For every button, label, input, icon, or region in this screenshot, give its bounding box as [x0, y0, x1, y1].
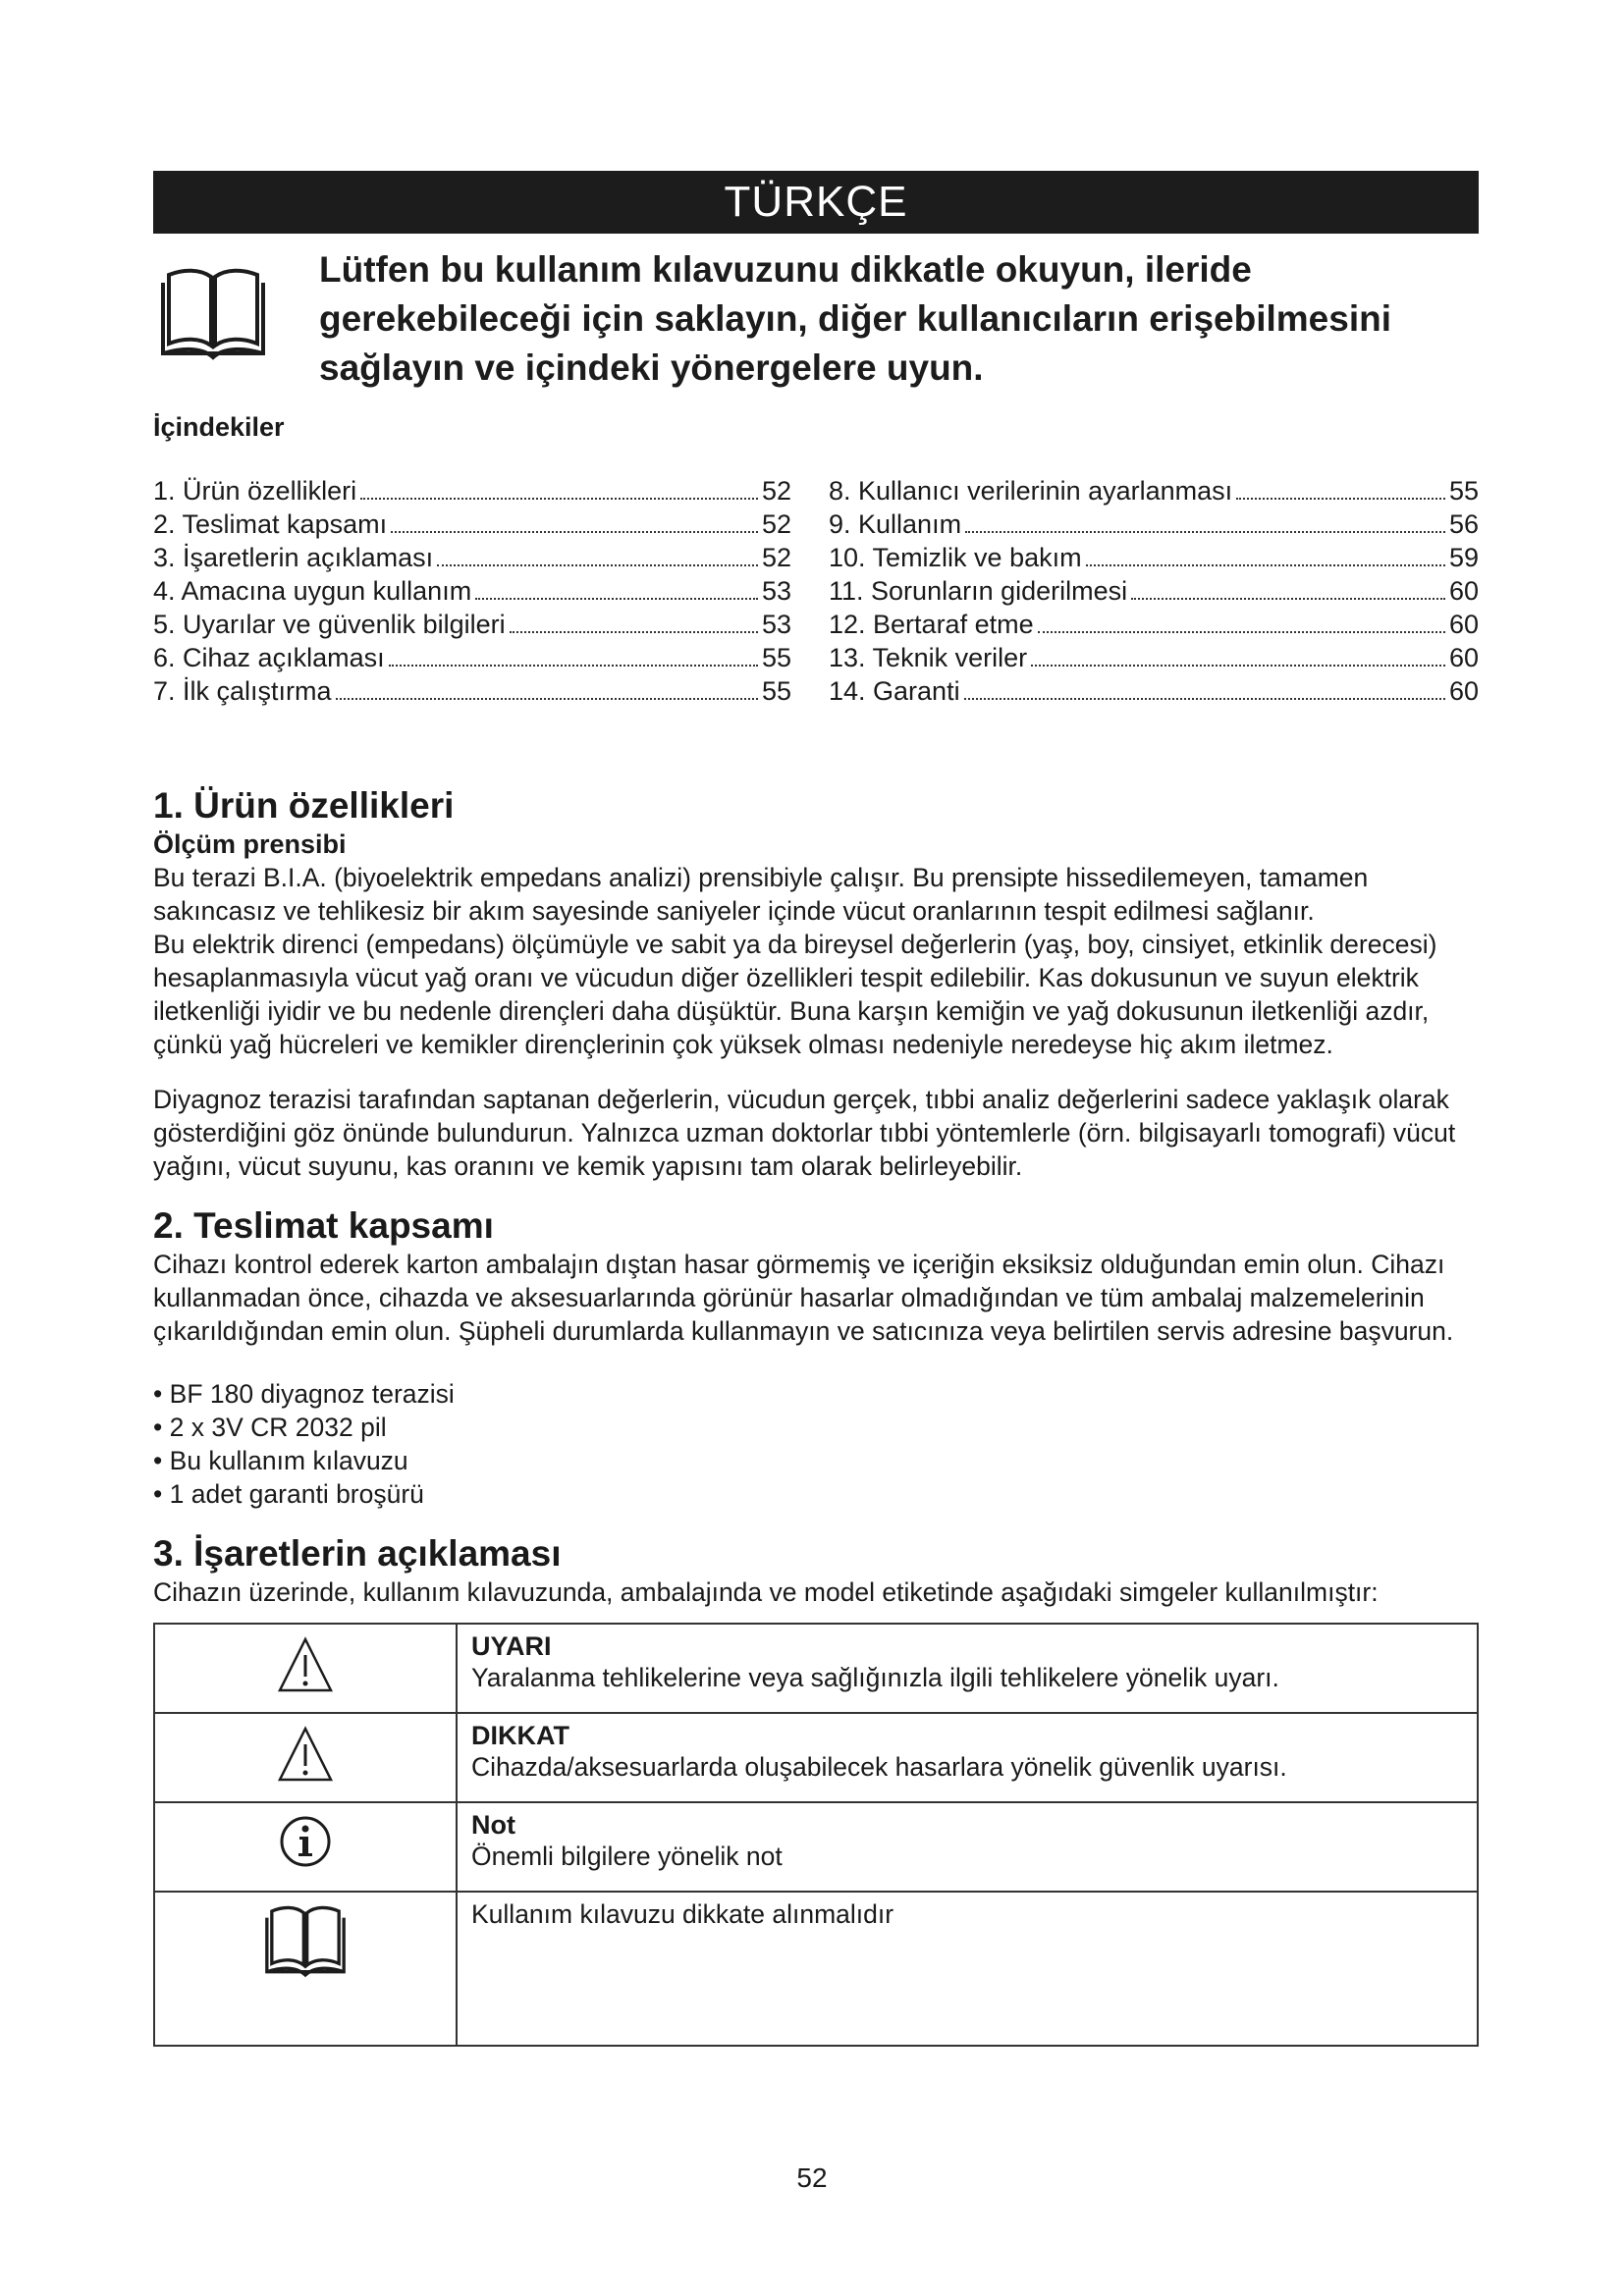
toc-leader-dots: [1031, 665, 1445, 667]
toc-entry-page: 52: [761, 543, 791, 572]
paragraph: Diyagnoz terazisi tarafından saptanan değerlerin, vücudun gerçek, tıbbi analiz değerlerini sadece yaklaşık olarak gösterdiğini göz önünde bulundurun. Yalnızca uzman doktorlar tıbbi yöntemlerle (örn. bilgisayarlı tomografi) vücut yağını, vücut suyunu, kas oranını ve kemik yapısını tam olarak belirleyebilir.: [153, 1085, 1456, 1181]
intro-block: [153, 245, 1479, 393]
paragraph: Bu terazi B.I.A. (biyoelektrik empedans analizi) prensibiyle çalışır. Bu prensipte hissedilemeyen, tamamen sakıncasız ve tehlikesiz bir akım sayesinde saniyeler içinde vücut oranlarının tespit edilmesi sağlanır.: [153, 863, 1369, 926]
toc-title: İçindekiler: [153, 412, 285, 442]
toc-entry-page: 55: [1448, 476, 1479, 506]
section-product-features: [153, 784, 1479, 1183]
toc-entry: [829, 608, 1479, 641]
symbols-table: [153, 1623, 1479, 2047]
toc-entry: [153, 574, 791, 608]
toc-entry: [153, 674, 791, 708]
toc-entry-label: 11. Sorunların giderilmesi: [829, 576, 1128, 606]
toc-entry: [829, 574, 1479, 608]
warning-triangle-icon: [276, 1725, 335, 1784]
toc-entry-page: 56: [1448, 509, 1479, 539]
toc-leader-dots: [1086, 564, 1445, 566]
list-item: • BF 180 diyagnoz terazisi: [153, 1379, 455, 1409]
toc-leader-dots: [336, 698, 758, 700]
toc-entry: [829, 507, 1479, 541]
toc-entry-label: 12. Bertaraf etme: [829, 610, 1034, 639]
paragraph: Bu elektrik direnci (empedans) ölçümüyle ve sabit ya da bireysel değerlerin (yaş, boy, cinsiyet, etkinlik derecesi) hesaplanmasıyla vücut yağ oranı ve vücudun diğer özellikleri tespit edilebilir. Kas dokusunun ve suyun elektrik iletkenliği iyidir ve bu nedenle dirençleri daha düşüktür. Buna karşın kemiğin ve yağ dokusunun iletkenliği azdır, çünkü yağ hücreleri ve kemikler dirençlerinin çok yüksek olması nedeniyle neredeyse hiç akım iletmez.: [153, 930, 1437, 1059]
section-delivery-scope: [153, 1204, 1479, 1511]
toc-leader-dots: [1038, 631, 1445, 633]
list-item: • Bu kullanım kılavuzu: [153, 1446, 408, 1475]
language-banner: TÜRKÇE: [153, 171, 1479, 234]
list-item: • 2 x 3V CR 2032 pil: [153, 1413, 387, 1442]
toc-entry: [153, 608, 791, 641]
symbol-description: Kullanım kılavuzu dikkate alınmalıdır: [471, 1899, 894, 1929]
paragraph: Cihazı kontrol ederek karton ambalajın dıştan hasar görmemiş ve içeriğin eksiksiz olduğundan emin olun. Cihazı kullanmadan önce, cihazda ve aksesuarlarında görünür hasarlar olmadığından ve tüm ambalaj malzemelerinin çıkarıldığından emin olun. Şüpheli durumlarda kullanmayın ve satıcınıza veya belirtilen servis adresine başvurun.: [153, 1250, 1454, 1346]
toc-entry: [153, 474, 791, 507]
toc-entry: [153, 541, 791, 574]
toc-leader-dots: [360, 498, 758, 500]
warning-triangle-icon: [276, 1635, 335, 1694]
toc-entry-label: 14. Garanti: [829, 676, 960, 706]
toc-entry: [829, 541, 1479, 574]
toc-leader-dots: [437, 564, 758, 566]
section-heading: 2. Teslimat kapsamı: [153, 1205, 494, 1246]
toc-entry-page: 60: [1448, 576, 1479, 606]
list-item: • 1 adet garanti broşürü: [153, 1479, 424, 1509]
toc-leader-dots: [965, 531, 1445, 533]
manual-book-icon: [258, 1901, 352, 1980]
toc-leader-dots: [510, 631, 758, 633]
toc-entry: [153, 507, 791, 541]
section-heading: 3. İşaretlerin açıklaması: [153, 1533, 562, 1574]
section-subheading: Ölçüm prensibi: [153, 829, 347, 859]
toc-entry-page: 60: [1448, 610, 1479, 639]
section-heading: 1. Ürün özellikleri: [153, 785, 455, 826]
symbol-title: Not: [471, 1810, 515, 1840]
manual-book-icon: [159, 255, 267, 363]
symbol-description: Yaralanma tehlikelerine veya sağlığınızla ilgili tehlikelere yönelik uyarı.: [471, 1663, 1279, 1692]
delivery-list: [153, 1377, 1479, 1511]
toc-entry-page: 55: [761, 643, 791, 672]
toc-leader-dots: [475, 598, 758, 600]
toc-entry-label: 10. Temizlik ve bakım: [829, 543, 1082, 572]
toc-entry-page: 55: [761, 676, 791, 706]
toc-leader-dots: [964, 698, 1445, 700]
toc-entry-label: 8. Kullanıcı verilerinin ayarlanması: [829, 476, 1233, 506]
toc-leader-dots: [1236, 498, 1445, 500]
toc-entry-label: 13. Teknik veriler: [829, 643, 1028, 672]
toc-leader-dots: [391, 531, 758, 533]
info-icon: [278, 1814, 333, 1869]
toc-entry-page: 59: [1448, 543, 1479, 572]
toc-entry-page: 60: [1448, 676, 1479, 706]
toc-left-column: [153, 474, 791, 708]
table-row: [154, 1802, 1478, 1892]
table-of-contents: [153, 474, 1479, 708]
toc-entry: [829, 474, 1479, 507]
toc-entry-page: 52: [761, 509, 791, 539]
toc-entry-label: 7. İlk çalıştırma: [153, 676, 332, 706]
toc-entry-page: 52: [761, 476, 791, 506]
toc-entry: [153, 641, 791, 674]
toc-entry-label: 4. Amacına uygun kullanım: [153, 576, 472, 606]
symbol-description: Cihazda/aksesuarlarda oluşabilecek hasarlara yönelik güvenlik uyarısı.: [471, 1752, 1287, 1782]
toc-entry-label: 5. Uyarılar ve güvenlik bilgileri: [153, 610, 506, 639]
table-row: [154, 1892, 1478, 2046]
table-row: [154, 1624, 1478, 1713]
toc-entry-page: 53: [761, 610, 791, 639]
toc-entry-label: 2. Teslimat kapsamı: [153, 509, 388, 539]
section-symbols: [153, 1532, 1479, 2047]
toc-entry: [829, 674, 1479, 708]
toc-entry-label: 1. Ürün özellikleri: [153, 476, 357, 506]
toc-entry-page: 60: [1448, 643, 1479, 672]
toc-right-column: [829, 474, 1479, 708]
toc-entry: [829, 641, 1479, 674]
toc-entry-page: 53: [761, 576, 791, 606]
page-number: 52: [796, 2163, 828, 2193]
page-content: [153, 171, 1479, 2047]
symbol-title: UYARI: [471, 1631, 552, 1661]
toc-entry-label: 9. Kullanım: [829, 509, 962, 539]
paragraph: Cihazın üzerinde, kullanım kılavuzunda, ambalajında ve model etiketinde aşağıdaki simgeler kullanılmıştır:: [153, 1577, 1379, 1607]
intro-text: Lütfen bu kullanım kılavuzunu dikkatle okuyun, ileride gerekebileceği için saklayın, diğer kullanıcıların erişebilmesini sağlayın ve içindeki yönergelere uyun.: [319, 249, 1391, 388]
toc-leader-dots: [1131, 598, 1445, 600]
symbol-title: DIKKAT: [471, 1721, 569, 1750]
toc-leader-dots: [389, 665, 758, 667]
toc-entry-label: 6. Cihaz açıklaması: [153, 643, 385, 672]
table-row: [154, 1713, 1478, 1802]
toc-entry-label: 3. İşaretlerin açıklaması: [153, 543, 434, 572]
symbol-description: Önemli bilgilere yönelik not: [471, 1842, 783, 1871]
